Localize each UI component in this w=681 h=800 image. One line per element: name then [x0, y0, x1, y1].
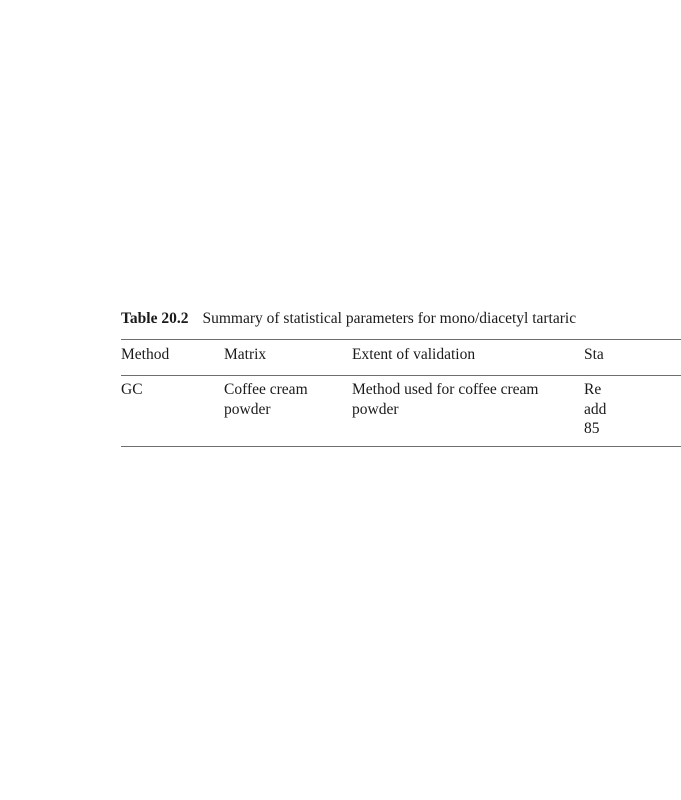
cell-extent-line-2: powder	[352, 400, 399, 418]
cell-matrix-line-1: Coffee cream	[224, 381, 308, 398]
cell-matrix	[224, 380, 308, 419]
header-statistics: Sta	[584, 346, 604, 363]
table-number: Table 20.2	[121, 310, 189, 327]
header-extent-of-validation: Extent of validation	[352, 346, 476, 363]
table-header-rule	[121, 375, 681, 376]
cell-extent-line-1: Method used for coffee cream	[352, 381, 539, 398]
cell-statistics-line-1: Re	[584, 381, 602, 398]
cell-method: GC	[121, 381, 143, 398]
table-bottom-rule	[121, 446, 681, 447]
table-caption	[121, 310, 576, 328]
table-top-rule	[121, 339, 681, 340]
cell-extent	[352, 380, 539, 419]
header-method: Method	[121, 346, 170, 363]
header-matrix: Matrix	[224, 346, 267, 363]
cell-statistics	[584, 380, 606, 439]
cell-statistics-line-3: 85	[584, 420, 600, 437]
table-title: Summary of statistical parameters for mono/diacetyl tartaric	[202, 310, 577, 327]
cell-statistics-line-2: add	[584, 400, 607, 418]
cell-matrix-line-2: powder	[224, 400, 271, 418]
